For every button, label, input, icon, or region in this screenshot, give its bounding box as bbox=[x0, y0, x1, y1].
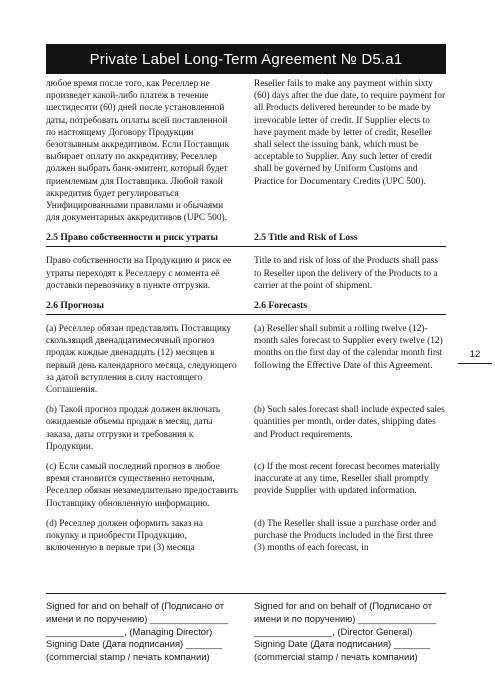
para-c-ru-text: (c) Если самый последний прогноз в любое время становится существенно неточным, Реселлер обязан незамедлительно предоставить Поставщику обновленную информацию. bbox=[46, 462, 238, 509]
intro-block bbox=[46, 78, 446, 224]
para-b-en-text: (b) Such sales forecast shall include expected sales quantities per month, order dates, shipping dates and Product requirements. bbox=[254, 405, 445, 440]
sign-line: Signing Date (Дата подписания) _______ bbox=[254, 638, 431, 650]
section-2-6-para-b bbox=[46, 404, 446, 453]
signature-left bbox=[46, 600, 238, 664]
intro-en-text: Reseller fails to make any payment within sixty (60) days after the due date, to require payment for all Products delivered hereunder to be made by irrevocable letter of credit. If Supplier elects to have payment made by letter of credit, Reseller shall select the issuing bank, which must be acceptable to Supplier. Any such letter of credit shall be governed by Uniform Customs and Practice for Documentary Credits (UPC 500). bbox=[254, 79, 446, 187]
para-a-ru bbox=[46, 323, 238, 396]
intro-ru-text: любое время после того, как Реселлер не произведет какой-либо платеж в течение шестидесяти (60) дней после установленной даты, потребовать оплаты всей поставленной по настоящему Договору Продукции безотзывным аккредитивом. Если Поставщик выбирает оплату по аккредитиву, Реселлер должен выбрать банк-эмитент, который будет приемлемым для Поставщика. Любой такой аккредитив будет регулироваться Унифицированными правилами и обычаями для документарных аккредитивов (UPC 500). bbox=[46, 79, 230, 224]
section-title-en: 2.6 Forecasts bbox=[254, 300, 308, 312]
para-c-ru bbox=[46, 461, 238, 510]
intro-en bbox=[254, 78, 446, 224]
section-2-6-para-a bbox=[46, 323, 446, 396]
para-a-en bbox=[254, 323, 446, 396]
para-a-en-text: (a) Reseller shall submit a rolling twelve (12)-month sales forecast to Supplier every twelve (12) months on the first day of the calendar month first following the Effective Date of this Agreement. bbox=[254, 324, 443, 371]
section-2-5-body bbox=[46, 255, 446, 292]
para-c-en bbox=[254, 461, 446, 510]
para-b-en bbox=[254, 404, 446, 453]
section-title-ru: 2.5 Право собственности и риск утраты bbox=[46, 232, 218, 244]
para-b-ru-text: (b) Такой прогноз продаж должен включать ожидаемые объемы продаж в месяц, даты заказа, даты отгрузки и требования к Продукции. bbox=[46, 405, 221, 452]
page-number-rule bbox=[458, 363, 492, 364]
section-2-6-para-d bbox=[46, 518, 446, 555]
document-body bbox=[46, 78, 446, 555]
document-title: Private Label Long-Term Agreement № D5.a1 bbox=[89, 50, 403, 68]
section-2-5-en bbox=[254, 255, 446, 292]
sign-line: Signed for and on behalf of (Подписано от bbox=[254, 600, 433, 611]
section-2-5-title bbox=[46, 232, 446, 247]
sign-line: имени и по поручению) _______________ bbox=[46, 612, 229, 624]
page-number: 12 bbox=[469, 349, 481, 360]
section-2-6-para-c bbox=[46, 461, 446, 510]
para-c-en-text: (c) If the most recent forecast becomes materially inaccurate at any time, Reseller shall promptly provide Supplier with updated information. bbox=[254, 462, 441, 497]
para-d-ru-text: (d) Реселлер должен оформить заказ на покупку и приобрести Продукцию, включенную в первые три (3) месяца bbox=[46, 518, 203, 554]
sign-line: _______________, (Director General) bbox=[254, 625, 413, 637]
para-a-ru-text: (a) Реселлер обязан представлять Поставщику скользящий двенадцатимесячный прогноз продаж каждые двенадцать (12) месяцев в первый день календарного месяца, следующего за датой вступления в силу настоящего Соглашения. bbox=[46, 324, 237, 396]
para-b-ru bbox=[46, 404, 238, 453]
sign-line: (commercial stamp / печать компании) bbox=[46, 651, 210, 663]
document-header bbox=[46, 44, 446, 74]
para-d-en bbox=[254, 518, 446, 555]
sign-line: (commercial stamp / печать компании) bbox=[254, 651, 418, 663]
intro-ru bbox=[46, 78, 238, 224]
sign-line: имени и по поручению) _______________ bbox=[254, 612, 437, 624]
signature-right bbox=[254, 600, 446, 664]
para-d-en-text: (d) The Reseller shall issue a purchase order and purchase the Products included in the first three (3) months of each forecast, in bbox=[254, 518, 437, 554]
sign-line: _______________, (Managing Director) bbox=[46, 625, 213, 637]
section-2-5-ru bbox=[46, 255, 238, 292]
signature-block bbox=[46, 593, 446, 664]
sign-line: Signed for and on behalf of (Подписано от bbox=[46, 600, 225, 611]
section-2-5-en-text: Title to and risk of loss of the Products shall pass to Reseller upon the delivery of the Products to a carrier at the point of shipment. bbox=[254, 256, 439, 291]
sign-line: Signing Date (Дата подписания) _______ bbox=[46, 638, 223, 650]
section-2-5-ru-text: Право собственности на Продукцию и риск ее утраты переходят к Реселлеру с момента её доставки перевозчику в пункте отгрузки. bbox=[46, 256, 232, 291]
section-2-6-title bbox=[46, 300, 446, 315]
section-title-en: 2.5 Title and Risk of Loss bbox=[254, 232, 358, 244]
section-title-ru: 2.6 Прогнозы bbox=[46, 300, 105, 312]
para-d-ru bbox=[46, 518, 238, 555]
